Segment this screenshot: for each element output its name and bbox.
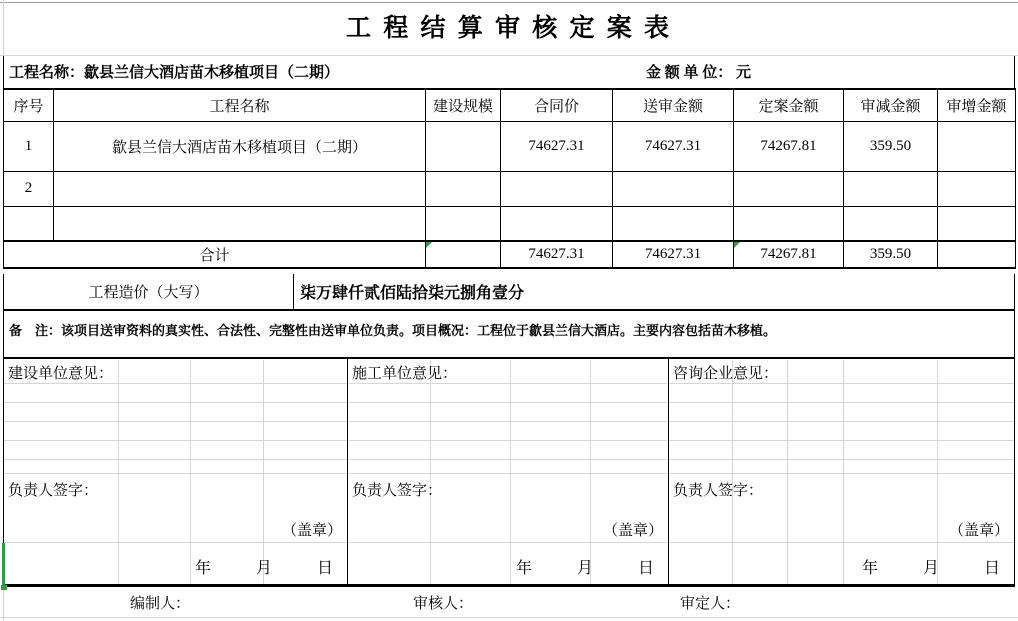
- cell-seq[interactable]: 2: [4, 171, 54, 206]
- table-header-row: [4, 89, 1016, 121]
- amount-in-words-label: 工程造价（大写）: [4, 274, 294, 309]
- header-submitted-amount: 送审金额: [613, 89, 734, 121]
- date-day-label: 日: [316, 560, 333, 577]
- table-row: [4, 171, 1016, 206]
- date-day-label: 日: [983, 560, 1000, 577]
- header-scale: 建设规模: [426, 89, 501, 121]
- cell-seq[interactable]: [4, 206, 54, 241]
- date-year-label: 年: [194, 560, 211, 577]
- amount-unit-label: 金 额 单 位： 元: [646, 65, 752, 81]
- cell-project-name[interactable]: [54, 171, 426, 206]
- date-month-label: 月: [576, 560, 593, 577]
- table-row: [4, 121, 1016, 171]
- opinion-title: 施工单位意见：: [352, 366, 458, 382]
- cell-final-amount[interactable]: 74267.81: [734, 121, 844, 171]
- date-month-label: 月: [922, 560, 939, 577]
- total-increased-amount[interactable]: [938, 241, 1016, 268]
- table-total-row: [4, 241, 1016, 268]
- date-year-label: 年: [515, 560, 532, 577]
- audit-table: [3, 88, 1016, 269]
- total-scale[interactable]: [426, 241, 501, 268]
- seal-label: （盖章）: [948, 523, 1009, 539]
- cell-contract-price[interactable]: 74627.31: [501, 121, 613, 171]
- total-submitted-amount[interactable]: 74627.31: [613, 241, 734, 268]
- signature-label: 负责人签字：: [673, 483, 764, 499]
- header-contract-price: 合同价: [501, 89, 613, 121]
- error-triangle-icon: [734, 242, 740, 248]
- date-year-label: 年: [861, 560, 878, 577]
- date-row: [4, 555, 347, 578]
- date-day-label: 日: [637, 560, 654, 577]
- seal-label: （盖章）: [281, 523, 342, 539]
- total-label: 合计: [4, 241, 426, 268]
- cell-reduced-amount[interactable]: 359.50: [844, 121, 938, 171]
- approver-label: 审定人：: [680, 596, 741, 612]
- cell-increased-amount[interactable]: [938, 206, 1016, 241]
- cell-reduced-amount[interactable]: [844, 206, 938, 241]
- header-final-amount: 定案金额: [734, 89, 844, 121]
- cell-increased-amount[interactable]: [938, 171, 1016, 206]
- seal-label: （盖章）: [602, 523, 663, 539]
- date-month-label: 月: [255, 560, 272, 577]
- cell-final-amount[interactable]: [734, 171, 844, 206]
- reviewer-label: 审核人：: [413, 596, 474, 612]
- cell-submitted-amount[interactable]: [613, 171, 734, 206]
- cell-increased-amount[interactable]: [938, 121, 1016, 171]
- opinion-section-contractor[interactable]: [348, 359, 669, 584]
- cell-scale[interactable]: [426, 121, 501, 171]
- cell-final-amount[interactable]: [734, 206, 844, 241]
- header-project-name: 工程名称: [54, 89, 426, 121]
- preparer-label: 编制人：: [130, 596, 191, 612]
- total-final-amount[interactable]: 74267.81: [734, 241, 844, 268]
- signature-label: 负责人签字：: [352, 483, 443, 499]
- note-row: 备 注：该项目送审资料的真实性、合法性、完整性由送审单位负责。项目概况：工程位于歙县兰信大酒店。主要内容包括苗木移植。: [3, 311, 1015, 359]
- error-triangle-icon: [426, 242, 432, 248]
- date-row: [348, 555, 668, 578]
- cell-submitted-amount[interactable]: [613, 206, 734, 241]
- gridline: [0, 617, 1018, 618]
- total-contract-price[interactable]: 74627.31: [501, 241, 613, 268]
- amount-in-words-value[interactable]: 柒万肆仟贰佰陆拾柒元捌角壹分: [300, 285, 525, 302]
- cell-reduced-amount[interactable]: [844, 171, 938, 206]
- cell-seq[interactable]: 1: [4, 121, 54, 171]
- cell-scale[interactable]: [426, 171, 501, 206]
- page-title: 工 程 结 算 审 核 定 案 表: [345, 15, 672, 42]
- project-name-label: 工程名称：歙县兰信大酒店苗木移植项目（二期）: [9, 65, 340, 81]
- date-row: [669, 555, 1014, 578]
- cell-project-name[interactable]: 歙县兰信大酒店苗木移植项目（二期）: [54, 121, 426, 171]
- gridline: [0, 2, 1018, 3]
- cell-project-name[interactable]: [54, 206, 426, 241]
- table-row: [4, 206, 1016, 241]
- cell-submitted-amount[interactable]: 74627.31: [613, 121, 734, 171]
- cell-contract-price[interactable]: [501, 171, 613, 206]
- opinion-section-construction-owner[interactable]: [4, 359, 348, 584]
- total-reduced-amount[interactable]: 359.50: [844, 241, 938, 268]
- cell-contract-price[interactable]: [501, 206, 613, 241]
- opinions-area: [3, 359, 1015, 587]
- cell-selection-indicator[interactable]: [2, 543, 5, 587]
- info-row: [3, 56, 1015, 88]
- signature-label: 负责人签字：: [8, 483, 99, 499]
- cell-scale[interactable]: [426, 206, 501, 241]
- gridline: [3, 589, 4, 621]
- opinion-title: 建设单位意见：: [8, 366, 114, 382]
- opinion-section-consultant[interactable]: [669, 359, 1015, 584]
- header-increased-amount: 审增金额: [938, 89, 1016, 121]
- header-seq: 序号: [4, 89, 54, 121]
- opinion-title: 咨询企业意见：: [673, 366, 779, 382]
- selection-handle[interactable]: [1, 585, 7, 590]
- amount-in-words-row: [3, 274, 1015, 311]
- header-reduced-amount: 审减金额: [844, 89, 938, 121]
